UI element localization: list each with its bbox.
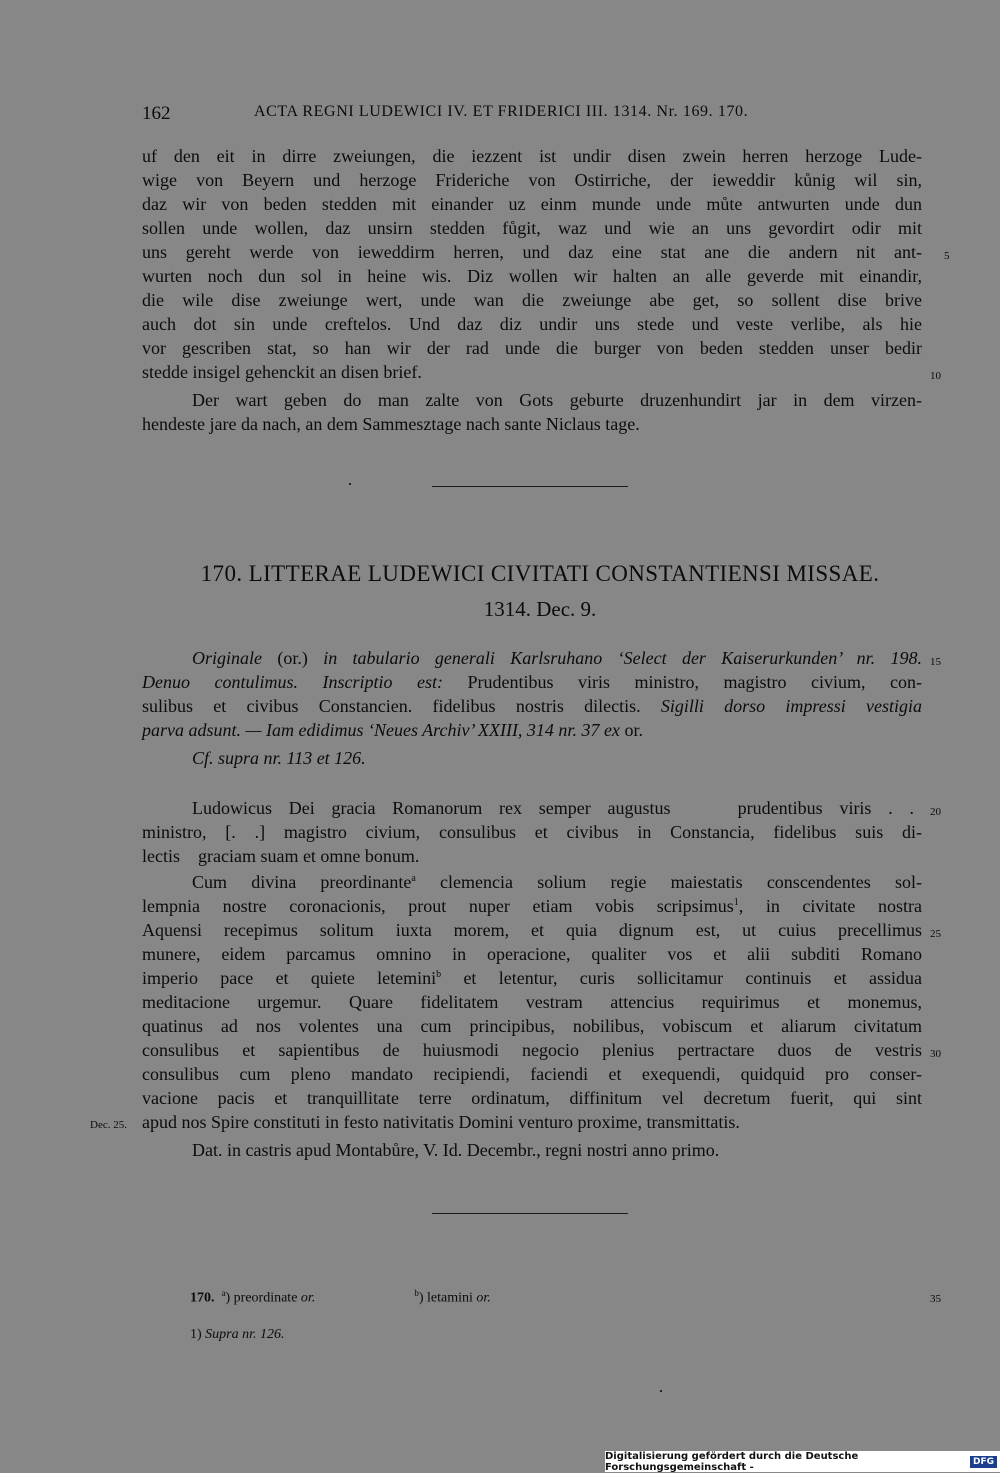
- text-segment: , in civitate nostra: [738, 896, 923, 916]
- footnote-italic: Supra nr. 126.: [205, 1327, 285, 1342]
- section-divider: [432, 486, 628, 487]
- text-segment: et letentur, curis sollicitamur continuis et assidua: [441, 968, 922, 988]
- footnote-apparatus: [190, 1288, 491, 1307]
- footnote-letter: b: [414, 1288, 419, 1298]
- apparatus-italic: Denuo contulimus.: [142, 672, 298, 692]
- apparatus-roman: (or.): [262, 648, 324, 668]
- footnote-text: ) letamini: [418, 1290, 477, 1306]
- text-line: vor gescriben stat, so han wir der rad unde die burger von beden stedden unser bedir: [142, 338, 922, 358]
- text-line: uns gereht werde von ieweddirm herren, und daz eine stat ane die andern nit ant-: [142, 242, 922, 262]
- text-line: wige von Beyern und herzoge Frideriche von Ostirriche, der ieweddir kůnig wil sin,: [142, 170, 922, 190]
- text-line: daz wir von beden stedden mit einander uz einm munde unde můte antwurten unde dun: [142, 194, 922, 214]
- footnote-doc-number: 170.: [190, 1290, 215, 1306]
- dfg-logo-icon: DFG: [970, 1456, 997, 1468]
- dfg-credit-banner: [605, 1451, 1000, 1472]
- text-line: auch dot sin unde creftelos. Und daz diz undir uns stede und veste verlibe, als hie: [142, 314, 922, 334]
- apparatus-italic: Originale: [192, 648, 262, 668]
- text-line: lectis graciam suam et omne bonum.: [142, 846, 420, 866]
- apparatus-italic: Cf. supra nr. 113 et 126.: [192, 748, 366, 768]
- text-line: [142, 896, 922, 917]
- apparatus-roman: Prudentibus viris ministro, magistro civium, con-: [443, 672, 923, 692]
- margin-date-note: Dec. 25.: [90, 1119, 127, 1131]
- text-line: Dat. in castris apud Montabůre, V. Id. Decembr., regni nostri anno primo.: [192, 1140, 720, 1160]
- margin-line-number: 20: [930, 806, 941, 818]
- footnote-letter: a: [221, 1288, 226, 1298]
- apparatus-roman: or.: [619, 720, 643, 740]
- apparatus-italic: in tabulario generali Karlsruhano ‘Select der Kaiserurkunden’ nr. 198.: [323, 648, 922, 668]
- apparatus-line: [142, 720, 922, 741]
- footnote-1: [190, 1327, 285, 1343]
- text-segment: imperio pace et quiete letemini: [142, 968, 437, 988]
- text-line: die wile dise zweiunge wert, unde wan die zweiunge abe get, so sollent dise brive: [142, 290, 922, 310]
- text-line: [192, 872, 922, 893]
- apparatus-line: [142, 696, 922, 717]
- text-segment: lempnia nostre coronacionis, prout nuper etiam vobis scripsimus: [142, 896, 734, 916]
- text-line: ministro, [. .] magistro civium, consulibus et civibus in Constancia, fidelibus suis di-: [142, 822, 922, 842]
- section-divider: [432, 1213, 628, 1214]
- speck: [660, 1390, 662, 1392]
- text-line: [142, 968, 922, 989]
- text-line: quatinus ad nos volentes una cum principibus, nobilibus, vobiscum et aliarum civitatum: [142, 1016, 922, 1036]
- text-line: consulibus et sapientibus de huiusmodi negocio plenius pertractare duos de vestris: [142, 1040, 922, 1060]
- footnote-text: ) preordinate: [225, 1290, 301, 1306]
- text-segment: clemencia solium regie maiestatis conscendentes sol-: [415, 872, 922, 892]
- credit-text: Digitalisierung gefördert durch die Deutsche Forschungsgemeinschaft -: [605, 1450, 859, 1473]
- text-line: Der wart geben do man zalte von Gots geburte druzenhundirt jar in dem virzen-: [192, 390, 922, 410]
- text-line: stedde insigel gehenckit an disen brief.: [142, 362, 422, 382]
- text-line: vacione pacis et tranquillitate terre ordinatum, diffinitum vel decretum fuerit, qui sint: [142, 1088, 922, 1108]
- margin-line-number: 5: [944, 250, 950, 262]
- footnote-text: 1): [190, 1327, 206, 1342]
- apparatus-italic: Inscriptio est:: [322, 672, 444, 692]
- apparatus-italic: Sigilli dorso impressi vestigia: [660, 696, 923, 716]
- text-line: consulibus cum pleno mandato recipiendi, faciendi et exequendi, quidquid pro conser-: [142, 1064, 922, 1084]
- running-head: ACTA REGNI LUDEWICI IV. ET FRIDERICI III. 1314. Nr. 169. 170.: [254, 103, 749, 120]
- footnote-mark-a: a: [411, 873, 416, 884]
- text-line: apud nos Spire constituti in festo nativitatis Domini venturo proxime, transmittatis.: [142, 1112, 740, 1132]
- margin-line-number: 35: [930, 1293, 941, 1305]
- text-line: uf den eit in dirre zweiungen, die iezzent ist undir disen zwein herren herzoge Lude-: [142, 146, 922, 166]
- text-line: hendeste jare da nach, an dem Sammesztage nach sante Niclaus tage.: [142, 414, 640, 434]
- text-line: Aquensi recepimus solitum iuxta morem, et quia dignum est, ut cuius precellimus: [142, 920, 922, 940]
- page-number: 162: [142, 103, 171, 124]
- margin-line-number: 30: [930, 1048, 941, 1060]
- speck: [349, 483, 351, 485]
- text-line: wurten noch dun sol in heine wis. Diz wollen wir halten an alle geverde mit einandir,: [142, 266, 922, 286]
- text-line: meditacione urgemur. Quare fidelitatem vestram attencius requirimus et monemus,: [142, 992, 922, 1012]
- margin-line-number: 15: [930, 656, 941, 668]
- text-line: sollen unde wollen, daz unsirn stedden fůgit, waz und wie an uns gevordirt odir mit: [142, 218, 922, 238]
- footnote-mark-1: 1: [733, 897, 739, 908]
- margin-line-number: 10: [930, 370, 941, 382]
- document-date: 1314. Dec. 9.: [483, 597, 597, 621]
- footnote-mark-b: b: [436, 969, 442, 980]
- text-line: Ludowicus Dei gracia Romanorum rex semper augustus prudentibus viris . .: [192, 798, 914, 818]
- text-segment: Cum divina preordinante: [192, 872, 412, 892]
- text-line: munere, eidem parcamus omnino in operacione, qualiter vos et alii subditi Romano: [142, 944, 922, 964]
- footnote-italic: or.: [300, 1290, 316, 1306]
- apparatus-roman: sulibus et civibus Constancien. fidelibus nostris dilectis.: [142, 696, 661, 716]
- apparatus-line: [192, 748, 922, 769]
- margin-line-number: 25: [930, 928, 941, 940]
- footnote-italic: or.: [476, 1290, 491, 1306]
- apparatus-italic: parva adsunt. — Iam edidimus ‘Neues Archiv’ XXIII, 314 nr. 37 ex: [142, 720, 620, 740]
- document-title: 170. LITTERAE LUDEWICI CIVITATI CONSTANTIENSI MISSAE.: [200, 561, 880, 586]
- apparatus-line: [192, 648, 922, 669]
- apparatus-line: [142, 672, 922, 693]
